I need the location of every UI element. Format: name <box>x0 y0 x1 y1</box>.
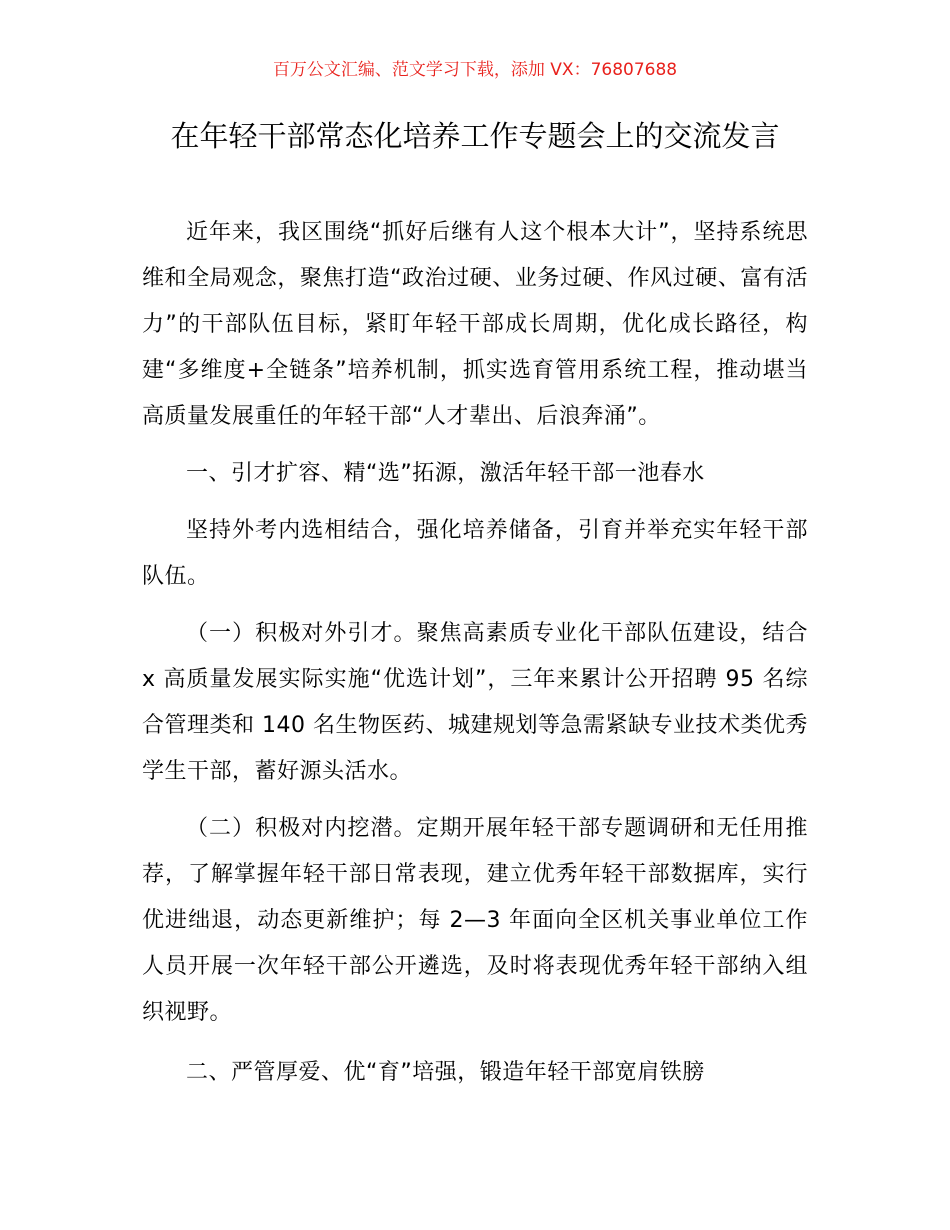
section-1-summary: 坚持外考内选相结合，强化培养储备，引育并举充实年轻干部队伍。 <box>142 518 808 589</box>
document-title: 在年轻干部常态化培养工作专题会上的交流发言 <box>170 119 780 153</box>
subsection-1-1: （一）积极对外引才。聚焦高素质专业化干部队伍建设，结合 x 高质量发展实际实施“优选计划”，三年来累计公开招聘 95 名综合管理类和 140 名生物医药、城建规划等急需紧缺专业技术类优秀学生干部，蓄好源头活水。 <box>142 621 808 784</box>
header-watermark-note: 百万公文汇编、范文学习下载，添加 VX：76807688 <box>272 60 678 80</box>
subsection-1-2: （二）积极对内挖潜。定期开展年轻干部专题调研和无任用推荐，了解掌握年轻干部日常表现，建立优秀年轻干部数据库，实行优进绌退，动态更新维护；每 2—3 年面向全区机关事业单位工作人员开展一次年轻干部公开遴选，及时将表现优秀年轻干部纳入组织视野。 <box>142 816 808 1025</box>
section-heading-2: 二、严管厚爱、优“育”培强，锻造年轻干部宽肩铁膀 <box>186 1060 705 1085</box>
document-body <box>142 210 808 1096</box>
section-heading-1: 一、引才扩容、精“选”拓源，激活年轻干部一池春水 <box>186 461 705 486</box>
intro-paragraph: 近年来，我区围绕“抓好后继有人这个根本大计”，坚持系统思维和全局观念，聚焦打造“政治过硬、业务过硬、作风过硬、富有活力”的干部队伍目标，紧盯年轻干部成长周期，优化成长路径，构建“多维度+全链条”培养机制，抓实选育管用系统工程，推动堪当高质量发展重任的年轻干部“人才辈出、后浪奔涌”。 <box>142 220 809 429</box>
